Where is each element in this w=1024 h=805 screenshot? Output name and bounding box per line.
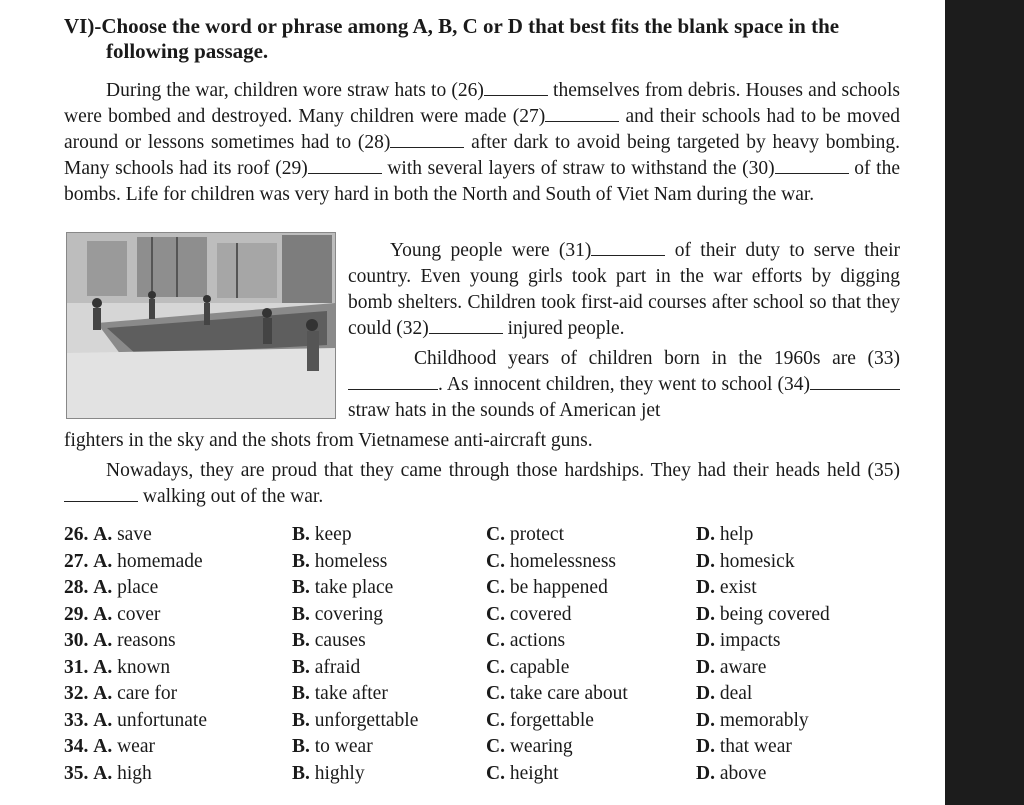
option-a[interactable]: 34. A. wear [64, 736, 155, 757]
p1-text-3: and their schools had to be moved around or lessons sometimes had to (28) [64, 106, 900, 153]
paragraph-3-tail: fighters in the sky and the shots from Vietnamese anti-aircraft guns. [64, 430, 593, 451]
paragraph-1 [64, 78, 900, 208]
option-a[interactable]: 32. A. care for [64, 683, 178, 704]
p2-text-2: of their duty to serve their country. Even young girls took part in the war efforts by digging bomb shelters. Children took first-aid courses after school so that they could (32) [348, 240, 900, 339]
blank-29 [308, 172, 382, 174]
p4-text-1: Nowadays, they are proud that they came through those hardships. They had their heads held (35) [106, 460, 900, 481]
p1-text-5: with several layers of straw to withstand the (30) [381, 158, 775, 179]
heading-line-2: following passage. [106, 39, 269, 63]
option-a[interactable]: 29. A. cover [64, 603, 161, 625]
option-b[interactable]: B. afraid [292, 656, 361, 678]
option-d[interactable]: D. deal [696, 683, 753, 704]
question-row [64, 681, 924, 708]
paragraph-3 [348, 346, 900, 424]
option-d[interactable]: D. that wear [696, 736, 792, 757]
viewer-edge-strip [945, 0, 1024, 805]
option-c[interactable]: C. forgettable [486, 709, 594, 731]
option-b[interactable]: B. unforgettable [292, 709, 419, 731]
p1-text-1: During the war, children wore straw hats to (26) [106, 80, 484, 101]
option-b[interactable]: B. covering [292, 603, 383, 625]
p3-text-2: . As innocent children, they went to school (34) [438, 374, 810, 395]
question-row [64, 602, 924, 629]
blank-32 [429, 332, 503, 334]
blank-30 [775, 172, 849, 174]
question-row [64, 549, 924, 576]
question-row [64, 761, 924, 788]
blank-26 [484, 94, 548, 96]
blank-27 [545, 120, 619, 122]
option-d[interactable]: D. exist [696, 577, 757, 598]
option-a[interactable]: 30. A. reasons [64, 630, 176, 651]
question-row [64, 575, 924, 602]
p3-text-3: straw hats in the sounds of American jet [348, 400, 661, 421]
photo-illustration [67, 233, 335, 418]
option-a[interactable]: 35. A. high [64, 762, 152, 784]
p2-text-3: injured people. [502, 318, 625, 339]
p4-text-2: walking out of the war. [138, 486, 324, 507]
option-a[interactable]: 33. A. unfortunate [64, 709, 207, 731]
question-row [64, 708, 924, 735]
question-row [64, 628, 924, 655]
p1-text-2: themselves from debris. Houses and schools were bombed and destroyed. Many children were made (27) [64, 80, 900, 127]
blank-35 [64, 500, 138, 502]
option-c[interactable]: C. capable [486, 656, 570, 678]
option-a[interactable]: 26. A. save [64, 524, 152, 545]
heading-line-1: VI)-Choose the word or phrase among A, B, C or D that best fits the blank space in the [64, 14, 840, 38]
p1-text-6: of the bombs. Life for children was very hard in both the North and South of Viet Nam during the war. [64, 158, 900, 205]
war-school-photo [66, 232, 336, 419]
option-d[interactable]: D. homesick [696, 550, 795, 572]
option-b[interactable]: B. homeless [292, 550, 388, 572]
p3-text-1: Childhood years of children born in the 1960s are (33) [414, 348, 900, 369]
question-row [64, 734, 924, 761]
option-c[interactable]: C. wearing [486, 736, 573, 757]
option-c[interactable]: C. covered [486, 603, 572, 625]
question-row [64, 522, 924, 549]
option-a[interactable]: 31. A. known [64, 656, 171, 678]
option-b[interactable]: B. take place [292, 577, 394, 598]
paragraph-4 [64, 458, 900, 510]
answer-options [64, 522, 924, 787]
option-c[interactable]: C. protect [486, 524, 564, 545]
paragraph-2 [348, 238, 900, 342]
blank-33 [348, 388, 438, 390]
option-b[interactable]: B. causes [292, 630, 366, 651]
option-c[interactable]: C. homelessness [486, 550, 616, 572]
p2-text-1: Young people were (31) [390, 240, 592, 261]
option-a[interactable]: 28. A. place [64, 577, 159, 598]
option-d[interactable]: D. help [696, 524, 754, 545]
option-d[interactable]: D. being covered [696, 603, 830, 625]
option-c[interactable]: C. be happened [486, 577, 608, 598]
section-heading [64, 14, 914, 64]
option-d[interactable]: D. aware [696, 656, 767, 678]
option-c[interactable]: C. actions [486, 630, 566, 651]
p1-text-4: after dark to avoid being targeted by heavy bombing. Many schools had its roof (29) [64, 132, 901, 179]
option-a[interactable]: 27. A. homemade [64, 550, 203, 572]
blank-28 [390, 146, 464, 148]
blank-31 [591, 254, 665, 256]
option-b[interactable]: B. keep [292, 524, 352, 545]
option-b[interactable]: B. take after [292, 683, 388, 704]
option-d[interactable]: D. memorably [696, 709, 809, 731]
option-c[interactable]: C. take care about [486, 683, 628, 704]
option-c[interactable]: C. height [486, 762, 559, 784]
option-d[interactable]: D. impacts [696, 630, 781, 651]
option-d[interactable]: D. above [696, 762, 767, 784]
option-b[interactable]: B. highly [292, 762, 365, 784]
blank-34 [810, 388, 900, 390]
question-row [64, 655, 924, 682]
option-b[interactable]: B. to wear [292, 736, 373, 757]
